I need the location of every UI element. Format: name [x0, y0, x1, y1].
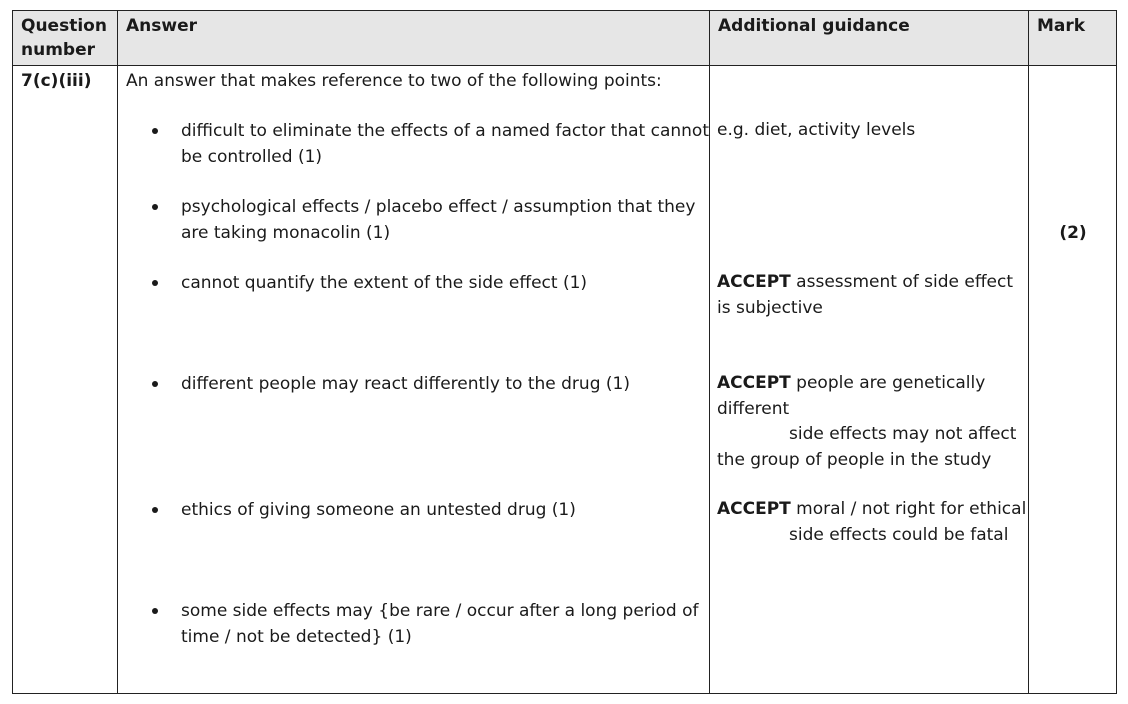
- bullet-icon: [152, 204, 158, 210]
- mark-cell: [1029, 66, 1117, 694]
- bullet-icon: [152, 381, 158, 387]
- bullet-icon: [152, 280, 158, 286]
- accept-keyword: ACCEPT: [717, 272, 791, 292]
- answer-cell: [118, 66, 710, 694]
- guidance-note: [717, 371, 1027, 473]
- accept-keyword: ACCEPT: [717, 499, 791, 519]
- guidance-text: people are genetically different: [717, 373, 986, 419]
- bullet-icon: [152, 128, 158, 134]
- header-row: [13, 11, 1117, 66]
- mark-scheme-table: [12, 10, 1117, 694]
- guidance-cell: [710, 66, 1029, 694]
- mark-value: (2): [1059, 223, 1087, 243]
- guidance-indented-text: side effects may not affect: [789, 424, 1017, 444]
- answer-point-text: ethics of giving someone an untested drug (1): [181, 500, 576, 520]
- answer-point-text: psychological effects / placebo effect / assumption that they are taking monacolin (1): [181, 197, 696, 243]
- answer-point-text: difficult to eliminate the effects of a named factor that cannot be controlled (1): [181, 121, 709, 167]
- bullet-icon: [152, 507, 158, 513]
- guidance-note: [717, 497, 1027, 548]
- header-mark: Mark: [1029, 11, 1117, 66]
- bullet-icon: [152, 608, 158, 614]
- answer-point-text: cannot quantify the extent of the side effect (1): [181, 273, 588, 293]
- guidance-text: the group of people in the study: [717, 449, 992, 470]
- answer-intro: An answer that makes reference to two of the following points:: [126, 71, 662, 91]
- guidance-text: moral / not right for ethical: [790, 499, 1027, 519]
- guidance-text: assessment of side effect is subjective: [717, 272, 1014, 318]
- question-number: 7(c)(iii): [13, 66, 118, 694]
- guidance-indented-text: side effects could be fatal: [789, 524, 1009, 545]
- header-question-number: Question number: [13, 11, 118, 66]
- guidance-note: e.g. diet, activity levels: [717, 120, 916, 140]
- header-additional-guidance: Additional guidance: [710, 11, 1029, 66]
- answer-point-text: different people may react differently to the drug (1): [181, 374, 630, 394]
- answer-point-text: some side effects may {be rare / occur after a long period of time / not be detected} (1): [181, 601, 699, 647]
- header-answer: Answer: [118, 11, 710, 66]
- guidance-note: [717, 270, 1027, 321]
- accept-keyword: ACCEPT: [717, 373, 791, 393]
- answer-row: [13, 66, 1117, 694]
